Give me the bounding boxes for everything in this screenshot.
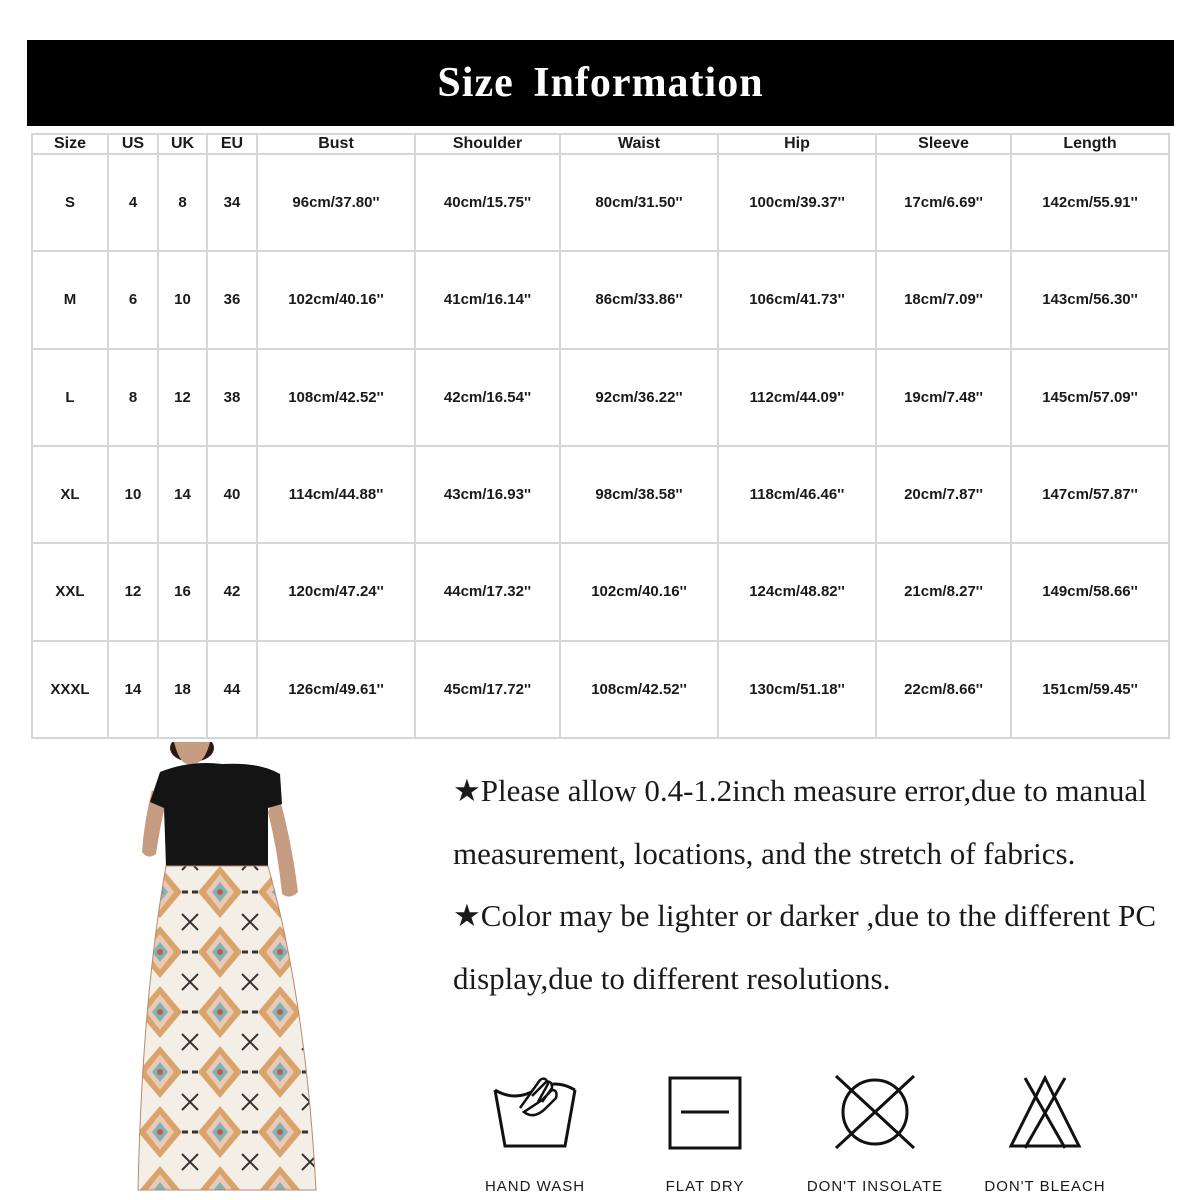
- table-cell: 14: [108, 641, 158, 738]
- table-cell: 10: [108, 446, 158, 543]
- table-cell: 149cm/58.66'': [1011, 543, 1169, 640]
- table-cell: 96cm/37.80'': [257, 154, 415, 251]
- hand-wash-icon: [490, 1072, 580, 1152]
- table-cell: 114cm/44.88'': [257, 446, 415, 543]
- table-cell: 86cm/33.86'': [560, 251, 718, 348]
- table-cell: 21cm/8.27'': [876, 543, 1011, 640]
- table-row: [32, 154, 1169, 251]
- table-cell: 43cm/16.93'': [415, 446, 560, 543]
- column-header: Size: [32, 134, 108, 154]
- table-cell: 147cm/57.87'': [1011, 446, 1169, 543]
- table-cell: 18: [158, 641, 207, 738]
- table-cell: 12: [108, 543, 158, 640]
- care-do-not-bleach: [960, 1072, 1130, 1195]
- size-cell: XL: [32, 446, 108, 543]
- table-row: [32, 349, 1169, 446]
- measure-error-note: ★Please allow 0.4-1.2inch measure error,due to manual measurement, locations, and the stretch of fabrics.: [453, 773, 1147, 871]
- column-header: Sleeve: [876, 134, 1011, 154]
- table-cell: 142cm/55.91'': [1011, 154, 1169, 251]
- table-cell: 8: [108, 349, 158, 446]
- flat-dry-icon: [665, 1072, 745, 1152]
- table-cell: 40: [207, 446, 257, 543]
- table-cell: 100cm/39.37'': [718, 154, 876, 251]
- table-cell: 98cm/38.58'': [560, 446, 718, 543]
- table-cell: 106cm/41.73'': [718, 251, 876, 348]
- care-flat-dry: [620, 1072, 790, 1195]
- table-cell: 108cm/42.52'': [257, 349, 415, 446]
- table-cell: 19cm/7.48'': [876, 349, 1011, 446]
- table-cell: 34: [207, 154, 257, 251]
- table-cell: 102cm/40.16'': [257, 251, 415, 348]
- table-cell: 112cm/44.09'': [718, 349, 876, 446]
- table-cell: 18cm/7.09'': [876, 251, 1011, 348]
- table-header-row: [32, 134, 1169, 154]
- table-cell: 10: [158, 251, 207, 348]
- table-cell: 40cm/15.75'': [415, 154, 560, 251]
- table-cell: 36: [207, 251, 257, 348]
- table-cell: 38: [207, 349, 257, 446]
- size-cell: S: [32, 154, 108, 251]
- table-row: [32, 446, 1169, 543]
- table-cell: 130cm/51.18'': [718, 641, 876, 738]
- table-cell: 45cm/17.72'': [415, 641, 560, 738]
- table-cell: 22cm/8.66'': [876, 641, 1011, 738]
- table-cell: 4: [108, 154, 158, 251]
- table-cell: 126cm/49.61'': [257, 641, 415, 738]
- column-header: Hip: [718, 134, 876, 154]
- size-chart-table: [31, 133, 1170, 739]
- table-cell: 44cm/17.32'': [415, 543, 560, 640]
- table-cell: 8: [158, 154, 207, 251]
- do-not-insolate-icon: [830, 1072, 920, 1152]
- do-not-bleach-icon: [1005, 1072, 1085, 1152]
- column-header: EU: [207, 134, 257, 154]
- column-header: Length: [1011, 134, 1169, 154]
- size-information-banner: [27, 40, 1174, 126]
- table-cell: 120cm/47.24'': [257, 543, 415, 640]
- table-cell: 12: [158, 349, 207, 446]
- table-cell: 20cm/7.87'': [876, 446, 1011, 543]
- care-do-not-insolate: [790, 1072, 960, 1195]
- table-cell: 118cm/46.46'': [718, 446, 876, 543]
- table-cell: 42: [207, 543, 257, 640]
- column-header: Shoulder: [415, 134, 560, 154]
- size-notes: [453, 760, 1173, 1010]
- table-row: [32, 543, 1169, 640]
- table-cell: 42cm/16.54'': [415, 349, 560, 446]
- table-cell: 108cm/42.52'': [560, 641, 718, 738]
- table-cell: 92cm/36.22'': [560, 349, 718, 446]
- table-cell: 16: [158, 543, 207, 640]
- table-cell: 14: [158, 446, 207, 543]
- table-cell: 145cm/57.09'': [1011, 349, 1169, 446]
- column-header: UK: [158, 134, 207, 154]
- column-header: Waist: [560, 134, 718, 154]
- column-header: US: [108, 134, 158, 154]
- table-cell: 44: [207, 641, 257, 738]
- care-label: HAND WASH: [484, 1178, 586, 1195]
- table-cell: 124cm/48.82'': [718, 543, 876, 640]
- table-cell: 41cm/16.14'': [415, 251, 560, 348]
- table-cell: 143cm/56.30'': [1011, 251, 1169, 348]
- table-cell: 102cm/40.16'': [560, 543, 718, 640]
- table-row: [32, 251, 1169, 348]
- size-cell: L: [32, 349, 108, 446]
- size-cell: M: [32, 251, 108, 348]
- care-hand-wash: [450, 1072, 620, 1195]
- table-cell: 151cm/59.45'': [1011, 641, 1169, 738]
- table-cell: 17cm/6.69'': [876, 154, 1011, 251]
- model-dress-image: [130, 742, 330, 1200]
- table-cell: 6: [108, 251, 158, 348]
- column-header: Bust: [257, 134, 415, 154]
- table-row: [32, 641, 1169, 738]
- care-label: DON'T INSOLATE: [806, 1178, 944, 1195]
- table-cell: 80cm/31.50'': [560, 154, 718, 251]
- color-variance-note: ★Color may be lighter or darker ,due to the different PC display,due to different resolutions.: [453, 898, 1157, 996]
- page-title: Size Information: [437, 60, 764, 106]
- care-label: DON'T BLEACH: [984, 1178, 1106, 1195]
- size-cell: XXXL: [32, 641, 108, 738]
- size-cell: XXL: [32, 543, 108, 640]
- care-label: FLAT DRY: [665, 1178, 745, 1195]
